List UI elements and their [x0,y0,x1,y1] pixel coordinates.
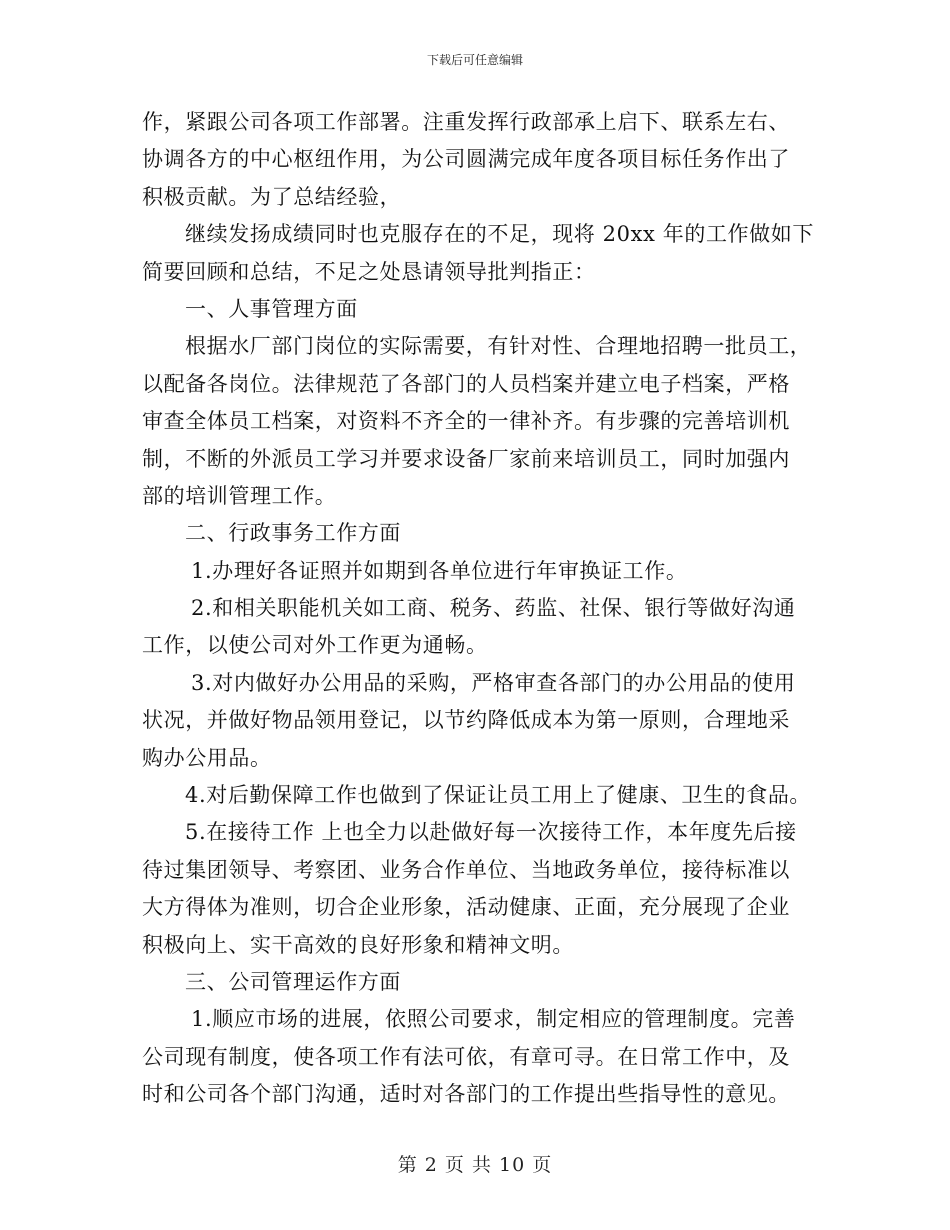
text-line: 积极向上、实干高效的良好形象和精神文明。 [142,932,574,957]
text-line: 大方得体为准则，切合企业形象，活动健康、正面，充分展现了企业 [142,895,790,920]
text-line: 状况，并做好物品领用登记，以节约降低成本为第一原则，合理地采 [142,708,790,733]
text-line: 部的培训管理工作。 [142,483,337,508]
text-line: 协调各方的中心枢纽作用，为公司圆满完成年度各项目标任务作出了 [142,147,790,172]
list-item-1: 1.顺应市场的进展，依照公司要求，制定相应的管理制度。完善 [191,1007,796,1032]
page-header-note: 下载后可任意编辑 [426,53,523,67]
document-body [142,104,822,1114]
list-item-5: 5.在接待工作 上也全力以赴做好每一次接待工作，本年度先后接 [185,820,797,845]
text-line: 积极贡献。为了总结经验， [142,184,402,209]
text-line: 待过集团领导、考察团、业务合作单位、当地政务单位，接待标准以 [142,857,790,882]
paragraph-start: 继续发扬成绩同时也克服存在的不足，现将 20xx 年的工作做如下 [185,222,814,247]
text-line: 以配备各岗位。法律规范了各部门的人员档案并建立电子档案，严格 [142,371,790,396]
text-line: 公司现有制度，使各项工作有法可依，有章可寻。在日常工作中，及 [142,1044,790,1069]
section-heading-personnel: 一、人事管理方面 [185,296,358,321]
text-line: 作，紧跟公司各项工作部署。注重发挥行政部承上启下、联系左右、 [142,110,790,134]
list-item-4: 4.对后勤保障工作也做到了保证让员工用上了健康、卫生的食品。 [185,783,812,808]
list-item-2: 2.和相关职能机关如工商、税务、药监、社保、银行等做好沟通 [191,596,796,621]
text-line: 购办公用品。 [142,745,272,770]
paragraph-start: 根据水厂部门岗位的实际需要，有针对性、合理地招聘一批员工， [185,334,812,359]
text-line: 时和公司各个部门沟通，适时对各部门的工作提出些指导性的意见。 [142,1082,790,1107]
list-item-1: 1.办理好各证照并如期到各单位进行年审换证工作。 [191,558,688,583]
section-heading-administration: 二、行政事务工作方面 [185,521,401,546]
text-line: 简要回顾和总结，不足之处恳请领导批判指正： [142,259,596,284]
text-line: 工作，以使公司对外工作更为通畅。 [142,633,488,658]
text-line: 审查全体员工档案，对资料不齐全的一律补齐。有步骤的完善培训机 [142,409,790,434]
section-heading-management: 三、公司管理运作方面 [185,969,401,994]
page-number-footer: 第 2 页 共 10 页 [397,1154,553,1176]
list-item-3: 3.对内做好办公用品的采购，严格审查各部门的办公用品的使用 [191,670,796,695]
text-line: 制，不断的外派员工学习并要求设备厂家前来培训员工，同时加强内 [142,446,790,471]
